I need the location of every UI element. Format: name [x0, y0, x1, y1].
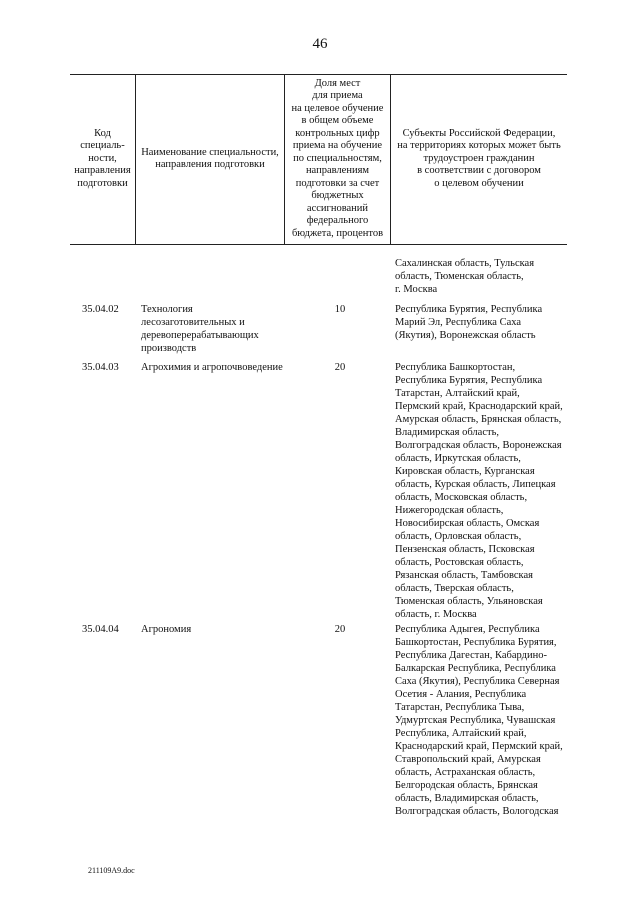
row-region-line: Татарстан, Алтайский край, [395, 388, 520, 399]
header-line: ности, [88, 152, 117, 164]
header-line: по специальностям, [293, 152, 382, 164]
row-code: 35.04.02 [82, 304, 119, 315]
row-share: 10 [334, 304, 346, 315]
header-line: на территориях которых может быть [397, 140, 561, 152]
row-region-line: Марий Эл, Республика Саха [395, 317, 522, 328]
row-region-line: область, Московская область, [395, 492, 528, 503]
row-region-line: область, г. Москва [395, 609, 477, 620]
row-regions [395, 361, 571, 621]
row-regions [395, 303, 571, 342]
row-name-line: Агрохимия и агропочвоведение [141, 362, 283, 373]
row-region-line: Белгородская область, Брянская [395, 780, 538, 791]
row-regions [395, 257, 571, 296]
header-line: трудоустроен гражданин [423, 152, 535, 164]
row-region-line: Кировская область, Курганская [395, 466, 535, 477]
row-name-line: деревоперерабатывающих [141, 330, 259, 341]
row-region-line: (Якутия), Воронежская область [395, 330, 536, 341]
row-region-line: Рязанская область, Тамбовская [395, 570, 533, 581]
row-name-line: лесозаготовительных и [141, 317, 245, 328]
row-region-line: Пензенская область, Псковская [395, 544, 535, 555]
row-region-line: область, Орловская область, [395, 531, 522, 542]
row-region-line: Республика Бурятия, Республика [395, 304, 543, 315]
row-code: 35.04.04 [82, 624, 119, 635]
row-region-line: Владимирская область, [395, 427, 499, 438]
header-line: на целевое обучение [291, 102, 384, 114]
header-line: бюджета, процентов [291, 227, 384, 239]
row-region-line: область, Иркутская область, [395, 453, 521, 464]
header-line: направлениям [305, 165, 370, 177]
row-region-line: Балкарская Республика, Республика [395, 663, 556, 674]
header-specialty-name [136, 74, 284, 244]
header-line: подготовки за счет [295, 177, 380, 189]
header-line: о целевом обучении [434, 177, 524, 189]
row-region-line: Ставропольский край, Амурская [395, 754, 541, 765]
header-line: для приема [312, 90, 363, 102]
row-region-line: область, Курская область, Липецкая [395, 479, 556, 490]
header-line: федерального [306, 215, 369, 227]
row-region-line: Амурская область, Брянская область, [395, 414, 562, 425]
row-code: 35.04.03 [82, 362, 119, 373]
row-region-line: Пермский край, Краснодарский край, [395, 401, 563, 412]
row-name-line: Агрономия [141, 624, 192, 635]
header-line: Субъекты Российской Федерации, [402, 127, 556, 139]
file-footer: 211109A9.doc [88, 866, 135, 875]
header-regions [391, 74, 567, 244]
row-region-line: Башкортостан, Республика Бурятия, [395, 637, 557, 648]
row-share: 20 [334, 362, 346, 373]
row-region-line: область, Тюменская область, [395, 271, 524, 282]
header-line: бюджетных [311, 190, 364, 202]
row-region-line: Тюменская область, Ульяновская [395, 596, 543, 607]
row-region-line: Новосибирская область, Омская [395, 518, 540, 529]
header-share [285, 74, 390, 244]
row-region-line: область, Астраханская область, [395, 767, 536, 778]
header-line: Доля мест [314, 77, 361, 89]
row-region-line: Осетия - Алания, Республика [395, 689, 527, 700]
row-region-line: Республика Бурятия, Республика [395, 375, 543, 386]
row-region-line: Волгоградская область, Воронежская [395, 440, 562, 451]
header-line: Наименование специальности, [141, 146, 279, 158]
page-number: 46 [312, 36, 328, 52]
header-line: приема на обучение [292, 140, 383, 152]
header-line: Код [94, 127, 111, 139]
header-line: направления [74, 165, 131, 177]
row-region-line: Саха (Якутия), Республика Северная [395, 676, 560, 687]
row-specialty-name [141, 623, 287, 636]
row-region-line: Республика, Алтайский край, [395, 728, 527, 739]
row-region-line: область, Ростовская область, [395, 557, 524, 568]
header-code [70, 74, 135, 244]
row-specialty-name [141, 303, 287, 355]
row-specialty-name [141, 361, 287, 374]
header-line: ассигнований [306, 202, 369, 214]
header-line: специаль- [80, 140, 125, 152]
row-region-line: Сахалинская область, Тульская [395, 258, 535, 269]
row-name-line: Технология [141, 304, 193, 315]
header-line: в общем объеме [301, 115, 374, 127]
row-region-line: Республика Дагестан, Кабардино- [395, 650, 547, 661]
header-bottom-rule [70, 244, 567, 245]
row-region-line: г. Москва [395, 284, 438, 295]
row-region-line: Нижегородская область, [395, 505, 504, 516]
row-region-line: Татарстан, Республика Тыва, [395, 702, 525, 713]
header-line: направления подготовки [155, 159, 265, 170]
row-name-line: производств [141, 343, 197, 354]
row-region-line: Республика Башкортостан, [395, 362, 516, 373]
row-region-line: Волгоградская область, Вологодская [395, 806, 559, 817]
header-line: контрольных цифр [295, 127, 380, 139]
row-region-line: область, Тверская область, [395, 583, 514, 594]
header-line: подготовки [77, 177, 128, 189]
row-region-line: Удмуртская Республика, Чувашская [395, 715, 556, 726]
row-region-line: область, Владимирская область, [395, 793, 539, 804]
row-region-line: Республика Адыгея, Республика [395, 624, 540, 635]
header-line: в соответствии с договором [417, 165, 541, 177]
row-regions [395, 623, 571, 818]
row-region-line: Краснодарский край, Пермский край, [395, 741, 563, 752]
row-share: 20 [334, 624, 346, 635]
